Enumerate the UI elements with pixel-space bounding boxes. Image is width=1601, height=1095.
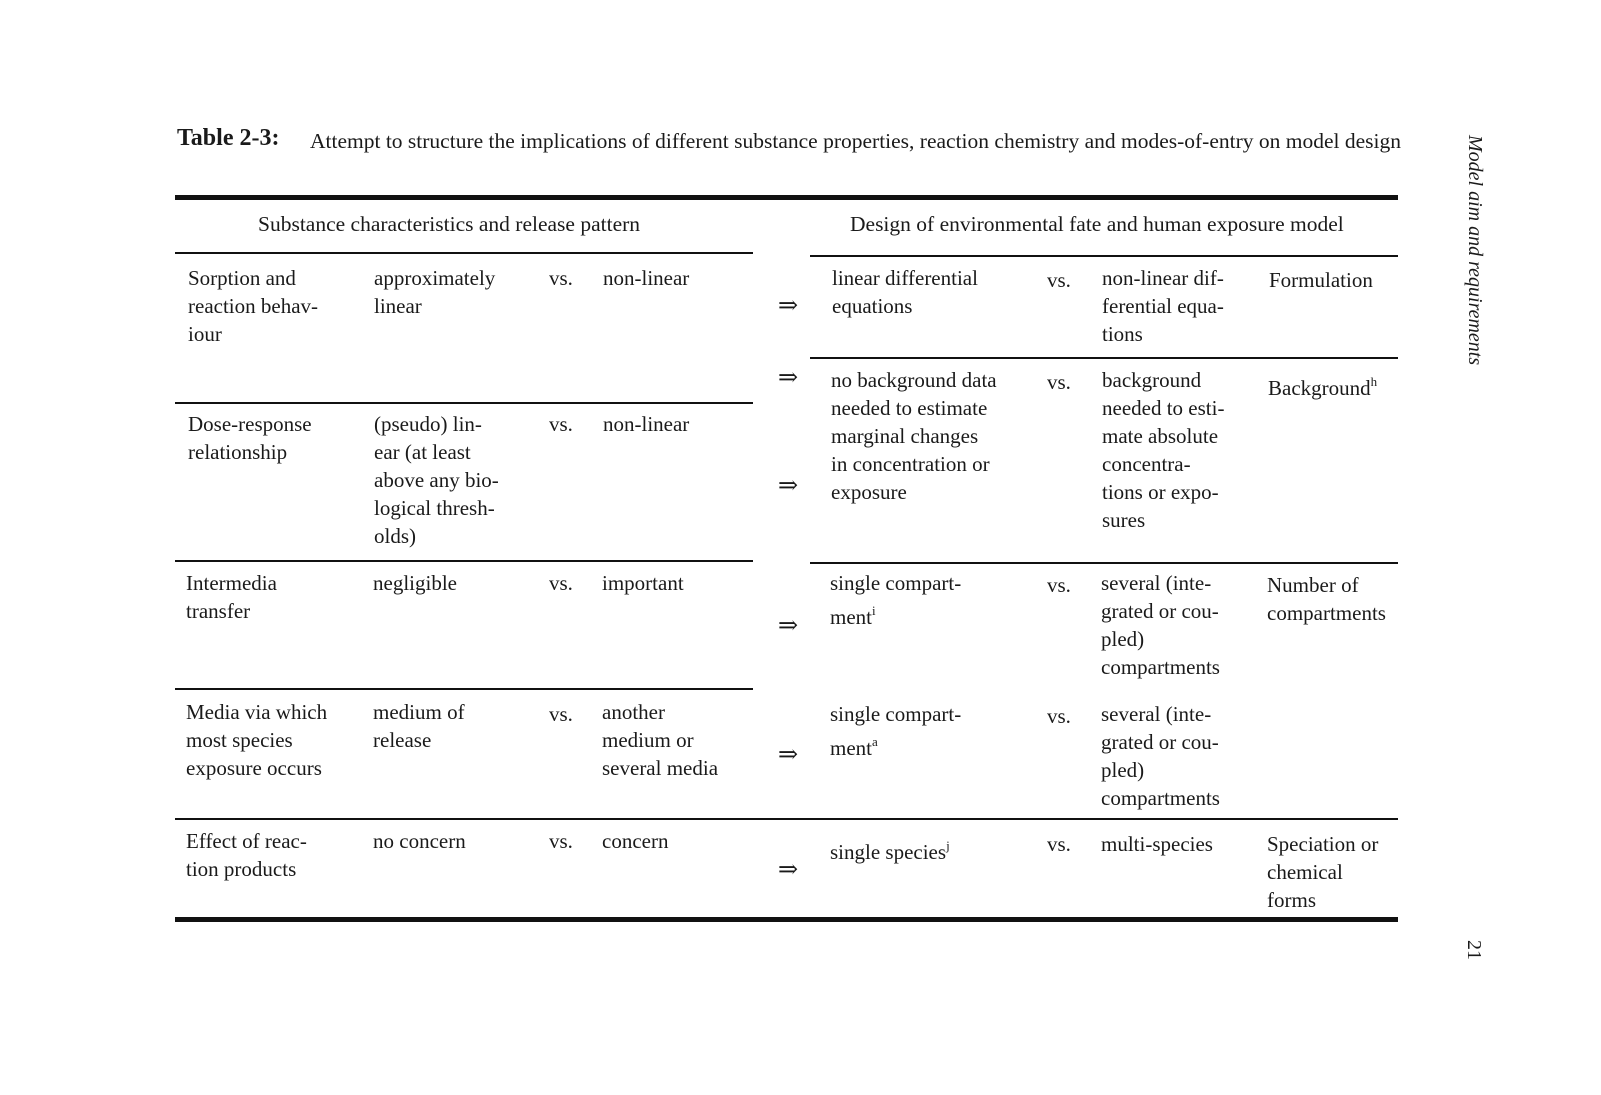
row3-vs: vs. — [549, 571, 573, 595]
row4-characteristic: Media via which most species exposure occurs — [186, 700, 328, 780]
header-rule-left — [175, 252, 753, 254]
design4-option-b: several (inte- grated or cou- pled) compartments — [1101, 702, 1220, 810]
design3-vs: vs. — [1047, 573, 1071, 597]
arrow-background-2: ⇒ — [778, 473, 799, 499]
design2-aspect-label: Background — [1268, 376, 1371, 400]
design4-vs: vs. — [1047, 704, 1071, 728]
row2-characteristic: Dose-response relationship — [188, 412, 312, 464]
row1-vs: vs. — [549, 266, 573, 290]
table-caption-text: Attempt to structure the implications of different substance properties, reaction chemistry and modes-of-entry on model design — [310, 129, 1402, 153]
design4-option-a: single compart- ment$^a$ — [830, 702, 962, 760]
row2-option-a: (pseudo) lin- ear (at least above any bio- logical thresh- olds) — [374, 412, 499, 548]
row1-option-b: non-linear — [603, 266, 690, 290]
design5-vs: vs. — [1047, 832, 1071, 856]
design2-option-a: no background data needed to estimate marginal changes in concentration or exposure — [831, 368, 997, 504]
row-rule-full-4 — [175, 818, 1398, 820]
design1-option-b: non-linear dif- ferential equa- tions — [1102, 266, 1224, 346]
row5-characteristic: Effect of reac- tion products — [186, 829, 307, 881]
design3-aspect: Number of compartments — [1267, 573, 1386, 625]
row5-option-b: concern — [602, 829, 669, 853]
row1-option-a: approximately linear — [374, 266, 496, 318]
header-substance-characteristics: Substance characteristics and release pattern — [258, 212, 641, 236]
row5-vs: vs. — [549, 829, 573, 853]
row-rule-left-2 — [175, 560, 753, 562]
arrow-background-1: ⇒ — [778, 365, 799, 391]
row4-option-b: another medium or several media — [602, 700, 719, 780]
row2-option-b: non-linear — [603, 412, 690, 436]
row-rule-left-1 — [175, 402, 753, 404]
design5-option-a-label: single species — [830, 840, 947, 864]
design2-aspect-footnote: h — [1370, 374, 1378, 389]
row2-vs: vs. — [549, 412, 573, 436]
design1-vs: vs. — [1047, 268, 1071, 292]
row3-characteristic: Intermedia transfer — [186, 571, 277, 623]
page-number: 21 — [1463, 940, 1485, 960]
design2-aspect — [1268, 368, 1377, 402]
table-caption-label: Table 2-3: — [177, 125, 280, 151]
row4-option-a: medium of release — [373, 700, 465, 752]
design3-option-a: single compart- ment$^i$ — [830, 571, 962, 629]
bottom-thick-rule — [175, 917, 1398, 922]
top-thick-rule — [175, 195, 1398, 200]
arrow-speciation: ⇒ — [778, 857, 799, 883]
design1-aspect: Formulation — [1269, 268, 1373, 292]
row-rule-left-3 — [175, 688, 753, 690]
running-head: Model aim and requirements — [1464, 135, 1486, 366]
row1-characteristic: Sorption and reaction behav- iour — [188, 266, 319, 346]
design1-option-a: linear differential equations — [832, 266, 978, 318]
row3-option-b: important — [602, 571, 684, 595]
arrow-compartments-2: ⇒ — [778, 742, 799, 768]
row3-option-a: negligible — [373, 571, 457, 595]
row-rule-right-2 — [810, 562, 1398, 564]
design5-option-b: multi-species — [1101, 832, 1213, 856]
design3-option-b: several (inte- grated or cou- pled) compartments — [1101, 571, 1220, 679]
row4-vs: vs. — [549, 702, 573, 726]
design5-aspect: Speciation or chemical forms — [1267, 832, 1379, 912]
design4-footnote: a — [872, 734, 878, 749]
arrow-formulation: ⇒ — [778, 293, 799, 319]
design3-footnote: i — [872, 603, 876, 618]
row5-option-a: no concern — [373, 829, 466, 853]
design2-vs: vs. — [1047, 370, 1071, 394]
header-rule-right — [810, 255, 1398, 257]
header-model-design: Design of environmental fate and human exposure model — [850, 212, 1344, 236]
design2-option-b: background needed to esti- mate absolute concentra- tions or expo- sures — [1102, 368, 1225, 532]
design5-option-a — [830, 832, 950, 866]
row-rule-right-1 — [810, 357, 1398, 359]
design5-footnote: j — [946, 838, 950, 853]
arrow-compartments-1: ⇒ — [778, 613, 799, 639]
